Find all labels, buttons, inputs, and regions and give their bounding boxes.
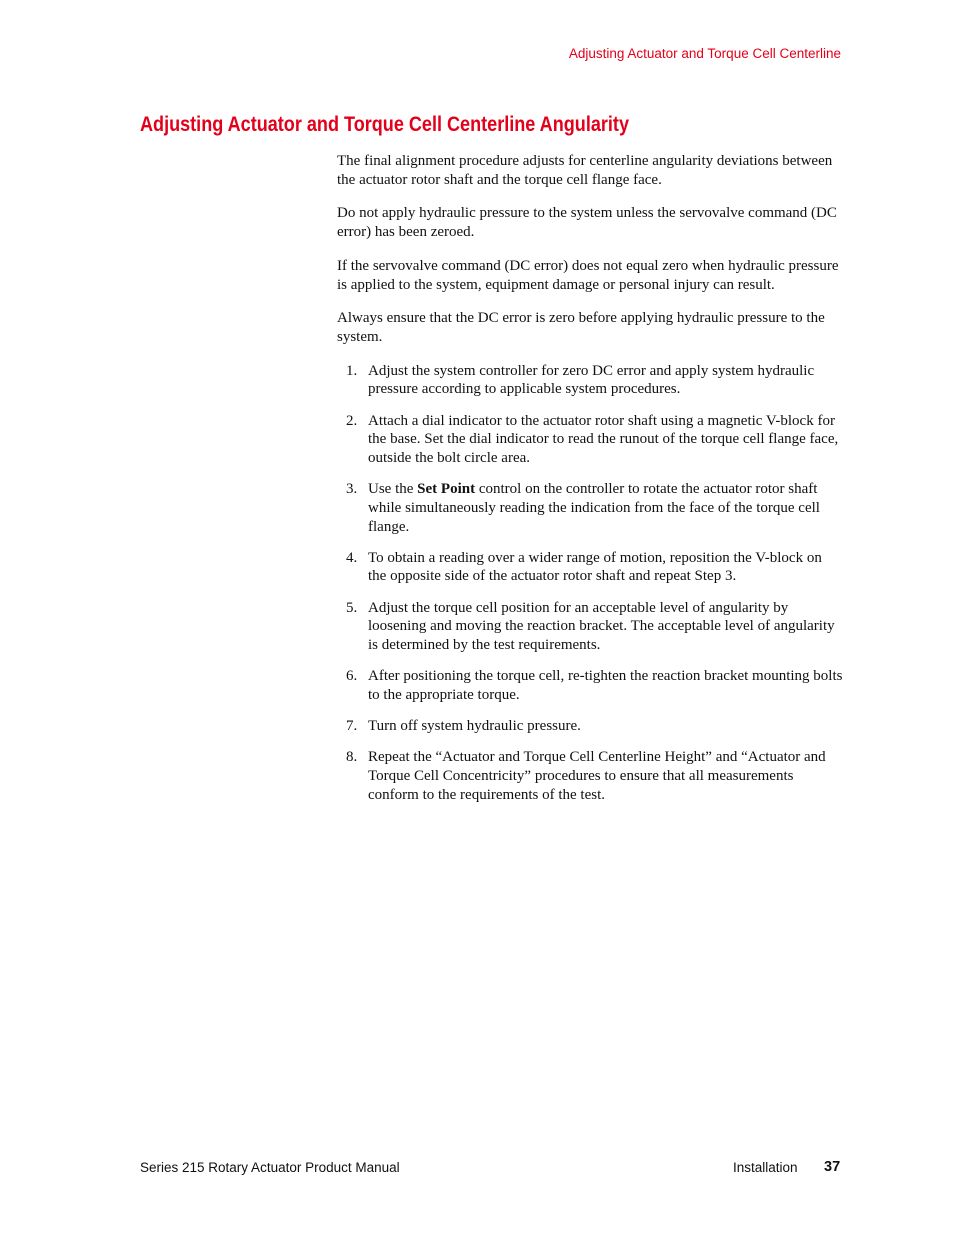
step-item [337, 480, 843, 536]
step-text: Adjust the torque cell position for an acceptable level of angularity by loosening and moving the reaction bracket. The acceptable level of angularity is determined by the test requirements. [368, 599, 835, 654]
step-item [337, 667, 843, 704]
step-item [337, 748, 843, 804]
step-text-post: control on the controller to rotate the actuator rotor shaft while simultaneously reading the indication from the face of the torque cell flange. [368, 481, 820, 535]
step-item [337, 599, 843, 655]
step-text-pre: Use the [368, 481, 418, 498]
footer-section: Installation [733, 1160, 798, 1175]
step-text: Repeat the “Actuator and Torque Cell Centerline Height” and “Actuator and Torque Cell Concentricity” procedures to ensure that all measurements conform to the requirements of the test. [368, 749, 826, 803]
paragraph: Always ensure that the DC error is zero before applying hydraulic pressure to the system. [337, 310, 825, 345]
footer-manual-title: Series 215 Rotary Actuator Product Manual [140, 1160, 400, 1175]
step-number: 4. [346, 549, 358, 566]
step-text: After positioning the torque cell, re-tighten the reaction bracket mounting bolts to the appropriate torque. [368, 668, 843, 703]
section-title: Adjusting Actuator and Torque Cell Centerline Angularity [140, 112, 629, 136]
step-number: 1. [346, 362, 358, 379]
step-text: Adjust the system controller for zero DC error and apply system hydraulic pressure according to applicable system procedures. [368, 362, 815, 398]
step-number: 6. [346, 668, 358, 685]
step-number: 8. [346, 749, 358, 766]
paragraph: The final alignment procedure adjusts for centerline angularity deviations between the actuator rotor shaft and the torque cell flange face. [337, 153, 833, 188]
step-text: Attach a dial indicator to the actuator rotor shaft using a magnetic V-block for the base. Set the dial indicator to read the runout of the torque cell flange face, outside the bolt circle area. [368, 412, 839, 466]
step-number: 5. [346, 599, 358, 616]
step-item [337, 362, 843, 399]
procedure-steps [337, 362, 843, 805]
step-item [337, 717, 843, 736]
step-item [337, 549, 843, 586]
step-item [337, 412, 843, 468]
step-text: Turn off system hydraulic pressure. [368, 718, 581, 735]
running-head: Adjusting Actuator and Torque Cell Centerline [568, 46, 841, 61]
step-number: 2. [346, 412, 358, 429]
page-number: 37 [824, 1159, 841, 1175]
step-number: 3. [346, 481, 358, 498]
step-text: To obtain a reading over a wider range of motion, reposition the V-block on the opposite side of the actuator rotor shaft and repeat Step 3. [368, 549, 822, 585]
body-text [337, 152, 843, 817]
step-number: 7. [346, 718, 358, 735]
paragraph: If the servovalve command (DC error) does not equal zero when hydraulic pressure is applied to the system, equipment damage or personal injury can result. [337, 257, 839, 293]
set-point-control-term: Set Point [417, 481, 476, 498]
paragraph: Do not apply hydraulic pressure to the system unless the servovalve command (DC error) has been zeroed. [337, 205, 837, 241]
